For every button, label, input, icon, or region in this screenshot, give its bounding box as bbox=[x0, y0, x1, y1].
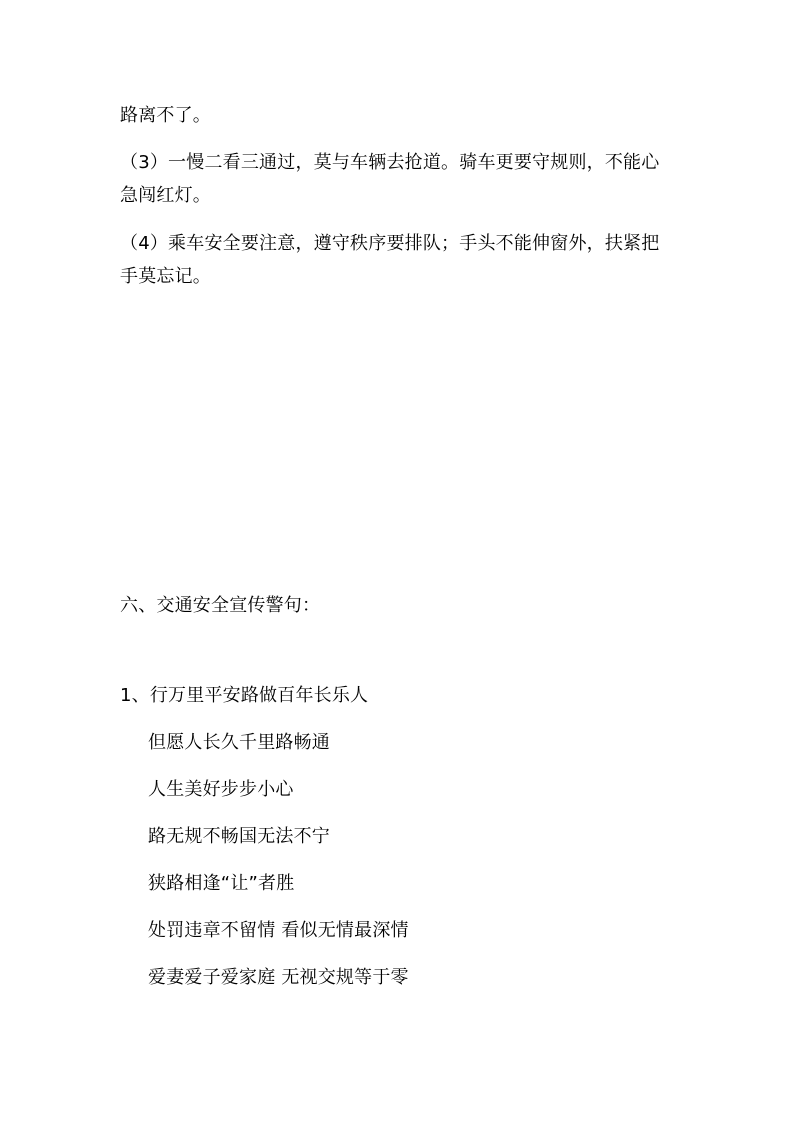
slogan-item: 人生美好步步小心 bbox=[148, 779, 294, 800]
slogan-item: 路无规不畅国无法不宁 bbox=[148, 826, 330, 847]
slogan-item: 爱妻爱子爱家庭 无视交规等于零 bbox=[148, 967, 409, 988]
rule-item-4-line2: 手莫忘记。 bbox=[120, 266, 211, 287]
paragraph-line: 路离不了。 bbox=[120, 105, 211, 126]
section-heading: 六、交通安全宣传警句： bbox=[120, 595, 321, 616]
slogan-item: 狭路相逢“让”者胜 bbox=[148, 873, 295, 894]
rule-item-3-line1: （3）一慢二看三通过，莫与车辆去抢道。骑车更要守规则，不能心 bbox=[120, 152, 660, 173]
rule-item-3-line2: 急闯红灯。 bbox=[120, 185, 211, 206]
rule-item-4-line1: （4）乘车安全要注意，遵守秩序要排队；手头不能伸窗外，扶紧把 bbox=[120, 233, 660, 254]
slogan-item: 处罚违章不留情 看似无情最深情 bbox=[148, 920, 409, 941]
slogan-item: 但愿人长久千里路畅通 bbox=[148, 732, 330, 753]
slogan-item: 1、行万里平安路做百年长乐人 bbox=[120, 685, 369, 706]
